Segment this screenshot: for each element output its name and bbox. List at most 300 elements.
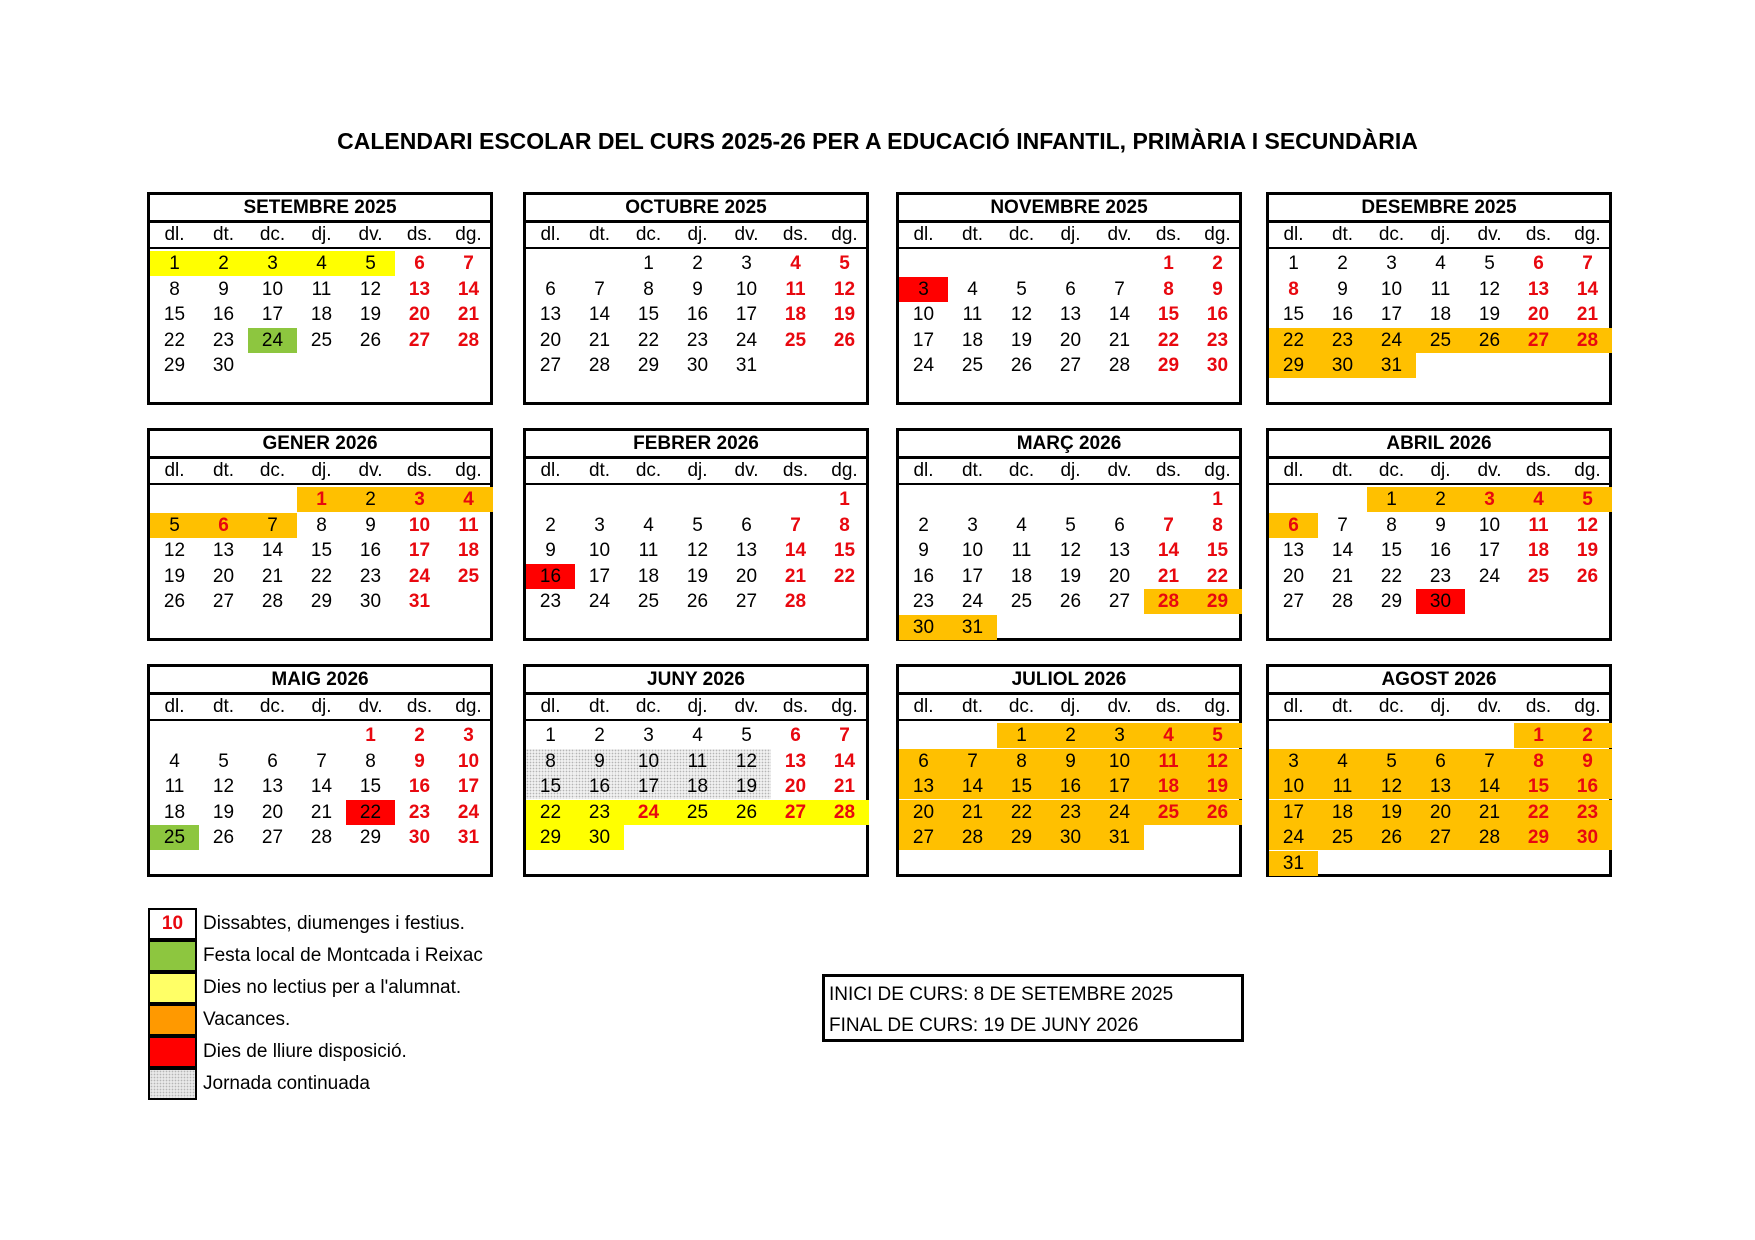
- weekday-label: dg.: [455, 224, 482, 245]
- calendar-day: 23: [1046, 800, 1095, 825]
- calendar-day: 1: [545, 725, 556, 746]
- calendar-day: 18: [1429, 304, 1452, 325]
- calendar-day: 20: [539, 329, 562, 351]
- weekday-label: dv.: [1477, 224, 1502, 245]
- weekday-header: [899, 695, 1239, 721]
- calendar-day: 29: [1514, 825, 1563, 850]
- calendar-day: 12: [1059, 540, 1082, 561]
- calendar-day: 22: [163, 329, 186, 351]
- calendar-day: 21: [261, 565, 284, 587]
- calendar-day: 16: [575, 774, 624, 799]
- calendar-day: 5: [839, 253, 850, 274]
- calendar-day: 8: [1163, 278, 1174, 300]
- calendar-day: 4: [1016, 514, 1027, 536]
- calendar-day: 12: [686, 540, 709, 561]
- calendar-day: 22: [637, 329, 660, 351]
- calendar-day: 19: [1478, 304, 1501, 325]
- calendar-day: 30: [212, 355, 235, 376]
- calendar-day: 23: [1318, 328, 1367, 353]
- calendar-day: 27: [212, 591, 235, 612]
- calendar-day: 5: [1193, 723, 1242, 748]
- weekday-label: dt.: [1331, 696, 1354, 717]
- calendar-day: 5: [218, 750, 229, 772]
- calendar-day: 22: [346, 800, 395, 825]
- calendar-day: 17: [261, 304, 284, 325]
- calendar-day: 20: [1527, 304, 1550, 325]
- calendar-day: 15: [637, 304, 660, 325]
- weekday-label: dj.: [311, 460, 332, 481]
- calendar-day: 4: [444, 487, 493, 512]
- calendar-day: 14: [1576, 278, 1599, 300]
- calendar-day: 6: [267, 750, 278, 772]
- calendar-day: 23: [1563, 800, 1612, 825]
- calendar-day: 19: [1367, 800, 1416, 825]
- weekday-label: dv.: [734, 460, 759, 481]
- calendar-day: 19: [1576, 540, 1599, 561]
- calendar-day: 27: [735, 591, 758, 612]
- calendar-day: 29: [310, 591, 333, 612]
- weekday-label: dv.: [734, 696, 759, 717]
- calendar-day: 18: [163, 801, 186, 823]
- calendar-day: 1: [997, 723, 1046, 748]
- page-title: CALENDARI ESCOLAR DEL CURS 2025-26 PER A EDUCACIÓ INFANTIL, PRIMÀRIA I SECUNDÀRIA: [337, 128, 1418, 154]
- calendar-day: 9: [545, 540, 556, 561]
- calendar-day: 28: [1144, 589, 1193, 614]
- weekday-label: dt.: [1331, 460, 1354, 481]
- calendar-day: 29: [359, 827, 382, 848]
- calendar-day: 4: [1435, 253, 1446, 274]
- calendar-day: 6: [899, 749, 948, 774]
- calendar-day: 15: [833, 540, 856, 561]
- weekday-header: [899, 223, 1239, 249]
- calendar-day: 11: [785, 278, 806, 300]
- weekday-header: [1269, 459, 1609, 485]
- calendar-day: 23: [212, 329, 235, 351]
- weekday-label: dj.: [1430, 696, 1451, 717]
- calendar-day: 11: [638, 540, 659, 561]
- calendar-day: 16: [1046, 774, 1095, 799]
- calendar-day: 1: [1212, 489, 1223, 510]
- calendar-day: 29: [163, 355, 186, 376]
- calendar-day: 17: [588, 565, 611, 587]
- legend-label: Dissabtes, diumenges i festius.: [203, 913, 465, 934]
- calendar-day: 9: [218, 278, 229, 300]
- calendar-day: 20: [1416, 800, 1465, 825]
- calendar-day: 25: [961, 355, 984, 376]
- calendar-day: 21: [1576, 304, 1599, 325]
- month-title: JUNY 2026: [526, 667, 866, 695]
- calendar-day: 3: [1095, 723, 1144, 748]
- calendar-day: 28: [310, 827, 333, 848]
- calendar-day: 19: [686, 565, 709, 587]
- calendar-day: 20: [261, 801, 284, 823]
- calendar-day: 22: [1269, 328, 1318, 353]
- calendar-day: 30: [575, 825, 624, 850]
- weekday-label: dg.: [1574, 696, 1601, 717]
- calendar-day: 16: [1429, 540, 1452, 561]
- calendar-day: 16: [1563, 774, 1612, 799]
- calendar-day: 23: [408, 801, 431, 823]
- calendar-day: 25: [150, 825, 199, 850]
- calendar-day: 3: [967, 514, 978, 536]
- weekday-label: dj.: [311, 224, 332, 245]
- weekday-label: dc.: [635, 460, 662, 481]
- weekday-label: dc.: [1008, 460, 1035, 481]
- calendar-day: 9: [1337, 278, 1348, 300]
- calendar-day: 5: [741, 725, 752, 746]
- weekday-label: dc.: [1008, 224, 1035, 245]
- calendar-day: 28: [457, 329, 480, 351]
- weekday-label: dc.: [635, 224, 662, 245]
- calendar-day: 31: [1269, 851, 1318, 876]
- weekday-label: dv.: [358, 696, 383, 717]
- weekday-label: dg.: [455, 696, 482, 717]
- calendar-day: 10: [912, 304, 935, 325]
- weekday-label: ds.: [1525, 224, 1552, 245]
- calendar-day: 3: [741, 253, 752, 274]
- calendar-day: 7: [1114, 278, 1125, 300]
- weekday-label: ds.: [1525, 696, 1552, 717]
- calendar-day: 16: [1206, 304, 1229, 325]
- calendar-day: 8: [643, 278, 654, 300]
- calendar-day: 9: [1563, 749, 1612, 774]
- month-calendar: [147, 428, 493, 641]
- weekday-label: ds.: [782, 460, 809, 481]
- calendar-day: 27: [1282, 591, 1305, 612]
- calendar-day: 1: [1367, 487, 1416, 512]
- calendar-day: 6: [1269, 513, 1318, 538]
- calendar-day: 28: [1108, 355, 1131, 376]
- legend-swatch: [148, 1036, 197, 1068]
- month-days: [1269, 251, 1609, 401]
- calendar-day: 18: [310, 304, 333, 325]
- calendar-day: 30: [359, 591, 382, 612]
- calendar-day: 23: [575, 800, 624, 825]
- calendar-day: 3: [1465, 487, 1514, 512]
- calendar-day: 6: [545, 278, 556, 300]
- calendar-day: 2: [918, 514, 929, 536]
- weekday-header: [150, 695, 490, 721]
- calendar-day: 13: [1416, 774, 1465, 799]
- calendar-day: 20: [1108, 565, 1131, 587]
- calendar-day: 25: [1010, 591, 1033, 612]
- calendar-day: 13: [261, 776, 284, 797]
- calendar-day: 10: [624, 749, 673, 774]
- calendar-day: 21: [457, 304, 480, 325]
- calendar-day: 4: [692, 725, 703, 746]
- calendar-day: 8: [1386, 514, 1397, 536]
- calendar-day: 1: [1288, 253, 1299, 274]
- calendar-day: 15: [359, 776, 382, 797]
- weekday-header: [150, 223, 490, 249]
- calendar-day: 14: [1331, 540, 1354, 561]
- calendar-day: 30: [1046, 825, 1095, 850]
- calendar-day: 18: [1318, 800, 1367, 825]
- calendar-day: 29: [1269, 353, 1318, 378]
- calendar-day: 17: [1478, 540, 1501, 561]
- legend-swatch: [148, 1068, 197, 1100]
- calendar-day: 22: [1380, 565, 1403, 587]
- calendar-day: 10: [1095, 749, 1144, 774]
- calendar-day: 24: [912, 355, 935, 376]
- calendar-day: 13: [735, 540, 758, 561]
- calendar-day: 2: [692, 253, 703, 274]
- calendar-day: 21: [1331, 565, 1354, 587]
- weekday-label: dt.: [961, 696, 984, 717]
- weekday-label: dc.: [1378, 460, 1405, 481]
- calendar-day: 13: [1059, 304, 1082, 325]
- calendar-day: 7: [594, 278, 605, 300]
- calendar-day: 2: [1046, 723, 1095, 748]
- weekday-label: dv.: [1107, 696, 1132, 717]
- calendar-day: 4: [169, 750, 180, 772]
- weekday-label: dg.: [831, 696, 858, 717]
- weekday-label: dl.: [913, 696, 934, 717]
- calendar-day: 24: [588, 591, 611, 612]
- calendar-day: 13: [408, 278, 431, 300]
- calendar-day: 11: [1011, 540, 1032, 561]
- calendar-day: 2: [1416, 487, 1465, 512]
- calendar-day: 15: [1206, 540, 1229, 561]
- legend-swatch: [148, 940, 197, 972]
- calendar-day: 19: [212, 801, 235, 823]
- month-days: [526, 723, 866, 873]
- calendar-day: 19: [722, 774, 771, 799]
- calendar-day: 27: [1108, 591, 1131, 612]
- weekday-label: dj.: [1430, 224, 1451, 245]
- calendar-day: 20: [784, 776, 807, 797]
- calendar-day: 24: [457, 801, 480, 823]
- calendar-day: 11: [1528, 514, 1549, 536]
- calendar-day: 7: [839, 725, 850, 746]
- calendar-day: 22: [833, 565, 856, 587]
- calendar-day: 18: [457, 540, 480, 561]
- month-title: ABRIL 2026: [1269, 431, 1609, 459]
- calendar-day: 24: [248, 328, 297, 353]
- calendar-day: 27: [539, 355, 562, 376]
- legend-label: Vacances.: [203, 1009, 291, 1030]
- calendar-day: 23: [686, 329, 709, 351]
- calendar-day: 4: [967, 278, 978, 300]
- calendar-day: 25: [1318, 825, 1367, 850]
- weekday-label: dt.: [588, 224, 611, 245]
- calendar-day: 24: [1367, 328, 1416, 353]
- calendar-day: 20: [212, 565, 235, 587]
- calendar-day: 13: [899, 774, 948, 799]
- legend-label: Dies no lectius per a l'alumnat.: [203, 977, 462, 998]
- weekday-label: dt.: [588, 696, 611, 717]
- calendar-day: 9: [692, 278, 703, 300]
- weekday-label: dl.: [540, 224, 561, 245]
- calendar-day: 3: [594, 514, 605, 536]
- calendar-day: 16: [212, 304, 235, 325]
- calendar-day: 9: [414, 750, 425, 772]
- calendar-day: 18: [1527, 540, 1550, 561]
- calendar-day: 9: [365, 514, 376, 536]
- calendar-day: 14: [833, 750, 856, 772]
- calendar-day: 2: [1212, 253, 1223, 274]
- calendar-day: 22: [1157, 329, 1180, 351]
- weekday-label: dg.: [1204, 460, 1231, 481]
- calendar-day: 28: [588, 355, 611, 376]
- month-calendar: [896, 192, 1242, 405]
- month-days: [150, 723, 490, 873]
- weekday-label: dt.: [1331, 224, 1354, 245]
- calendar-day: 23: [1206, 329, 1229, 351]
- calendar-day: 18: [1144, 774, 1193, 799]
- calendar-day: 2: [414, 725, 425, 746]
- calendar-day: 18: [1010, 565, 1033, 587]
- calendar-day: 19: [163, 565, 186, 587]
- month-title: MARÇ 2026: [899, 431, 1239, 459]
- weekday-label: dl.: [164, 696, 185, 717]
- calendar-day: 6: [741, 514, 752, 536]
- calendar-day: 20: [1059, 329, 1082, 351]
- calendar-day: 29: [637, 355, 660, 376]
- weekday-label: dl.: [164, 460, 185, 481]
- weekday-label: dl.: [913, 460, 934, 481]
- calendar-day: 7: [463, 253, 474, 274]
- calendar-day: 25: [1527, 565, 1550, 587]
- weekday-label: dl.: [1283, 460, 1304, 481]
- calendar-day: 4: [643, 514, 654, 536]
- calendar-day: 4: [790, 253, 801, 274]
- calendar-day: 14: [261, 540, 284, 561]
- calendar-day: 14: [588, 304, 611, 325]
- calendar-day: 24: [408, 565, 431, 587]
- weekday-label: dv.: [1477, 696, 1502, 717]
- calendar-day: 10: [1269, 774, 1318, 799]
- weekday-label: dj.: [687, 224, 708, 245]
- calendar-day: 5: [1065, 514, 1076, 536]
- calendar-day: 27: [1514, 328, 1563, 353]
- calendar-day: 8: [169, 278, 180, 300]
- calendar-day: 30: [899, 615, 948, 640]
- calendar-day: 6: [1533, 253, 1544, 274]
- calendar-day: 12: [359, 278, 382, 300]
- calendar-day: 22: [1514, 800, 1563, 825]
- calendar-day: 7: [790, 514, 801, 536]
- calendar-day: 24: [1095, 800, 1144, 825]
- calendar-day: 12: [212, 776, 235, 797]
- calendar-day: 27: [408, 329, 431, 351]
- calendar-day: 17: [912, 329, 935, 351]
- calendar-day: 13: [212, 540, 235, 561]
- weekday-label: dt.: [212, 224, 235, 245]
- calendar-day: 25: [457, 565, 480, 587]
- calendar-day: 1: [839, 489, 850, 510]
- calendar-day: 7: [1582, 253, 1593, 274]
- calendar-day: 4: [1144, 723, 1193, 748]
- course-start: INICI DE CURS: 8 DE SETEMBRE 2025: [829, 984, 1174, 1005]
- calendar-day: 23: [1429, 565, 1452, 587]
- calendar-day: 9: [1046, 749, 1095, 774]
- calendar-day: 11: [962, 304, 983, 325]
- calendar-day: 20: [408, 304, 431, 325]
- calendar-day: 7: [948, 749, 997, 774]
- calendar-day: 18: [961, 329, 984, 351]
- month-title: AGOST 2026: [1269, 667, 1609, 695]
- weekday-label: dc.: [1008, 696, 1035, 717]
- calendar-day: 21: [833, 776, 856, 797]
- calendar-day: 3: [1386, 253, 1397, 274]
- weekday-label: dt.: [212, 696, 235, 717]
- calendar-day: 2: [199, 251, 248, 276]
- legend-swatch: [148, 1004, 197, 1036]
- weekday-label: dl.: [164, 224, 185, 245]
- calendar-day: 31: [408, 591, 431, 612]
- calendar-day: 3: [899, 277, 948, 302]
- calendar-day: 5: [1367, 749, 1416, 774]
- calendar-day: 20: [735, 565, 758, 587]
- calendar-day: 14: [784, 540, 807, 561]
- calendar-day: 9: [1435, 514, 1446, 536]
- calendar-day: 16: [686, 304, 709, 325]
- calendar-day: 15: [163, 304, 186, 325]
- calendar-day: 15: [526, 774, 575, 799]
- calendar-day: 8: [1212, 514, 1223, 536]
- weekday-label: dj.: [311, 696, 332, 717]
- calendar-day: 10: [261, 278, 284, 300]
- month-days: [899, 487, 1239, 637]
- calendar-day: 15: [1380, 540, 1403, 561]
- month-title: GENER 2026: [150, 431, 490, 459]
- calendar-day: 21: [1465, 800, 1514, 825]
- calendar-day: 2: [1563, 723, 1612, 748]
- calendar-day: 19: [1010, 329, 1033, 351]
- calendar-day: 26: [359, 329, 382, 351]
- calendar-day: 5: [1016, 278, 1027, 300]
- calendar-day: 10: [408, 514, 431, 536]
- calendar-day: 5: [692, 514, 703, 536]
- weekday-label: dg.: [831, 224, 858, 245]
- calendar-day: 1: [1514, 723, 1563, 748]
- calendar-day: 22: [997, 800, 1046, 825]
- calendar-day: 26: [1193, 800, 1242, 825]
- calendar-day: 4: [297, 251, 346, 276]
- calendar-day: 17: [1095, 774, 1144, 799]
- month-title: MAIG 2026: [150, 667, 490, 695]
- calendar-day: 16: [912, 565, 935, 587]
- calendar-day: 12: [833, 278, 856, 300]
- weekday-header: [150, 459, 490, 485]
- calendar-day: 10: [1380, 278, 1403, 300]
- calendar-day: 30: [1563, 825, 1612, 850]
- calendar-day: 28: [1465, 825, 1514, 850]
- calendar-day: 23: [539, 591, 562, 612]
- calendar-day: 31: [1095, 825, 1144, 850]
- weekday-label: dl.: [913, 224, 934, 245]
- calendar-day: 27: [1059, 355, 1082, 376]
- weekday-label: ds.: [1155, 460, 1182, 481]
- calendar-day: 7: [1465, 749, 1514, 774]
- month-days: [1269, 723, 1609, 873]
- calendar-day: 17: [1269, 800, 1318, 825]
- calendar-day: 26: [163, 591, 186, 612]
- calendar-day: 4: [1318, 749, 1367, 774]
- weekday-label: dv.: [1107, 460, 1132, 481]
- calendar-day: 28: [1563, 328, 1612, 353]
- calendar-day: 6: [414, 253, 425, 274]
- calendar-day: 17: [624, 774, 673, 799]
- calendar-day: 19: [833, 304, 856, 325]
- calendar-day: 13: [539, 304, 562, 325]
- weekday-label: dc.: [259, 460, 286, 481]
- month-calendar: [1266, 192, 1612, 405]
- weekday-header: [526, 223, 866, 249]
- weekday-label: dj.: [1060, 460, 1081, 481]
- weekday-label: ds.: [782, 224, 809, 245]
